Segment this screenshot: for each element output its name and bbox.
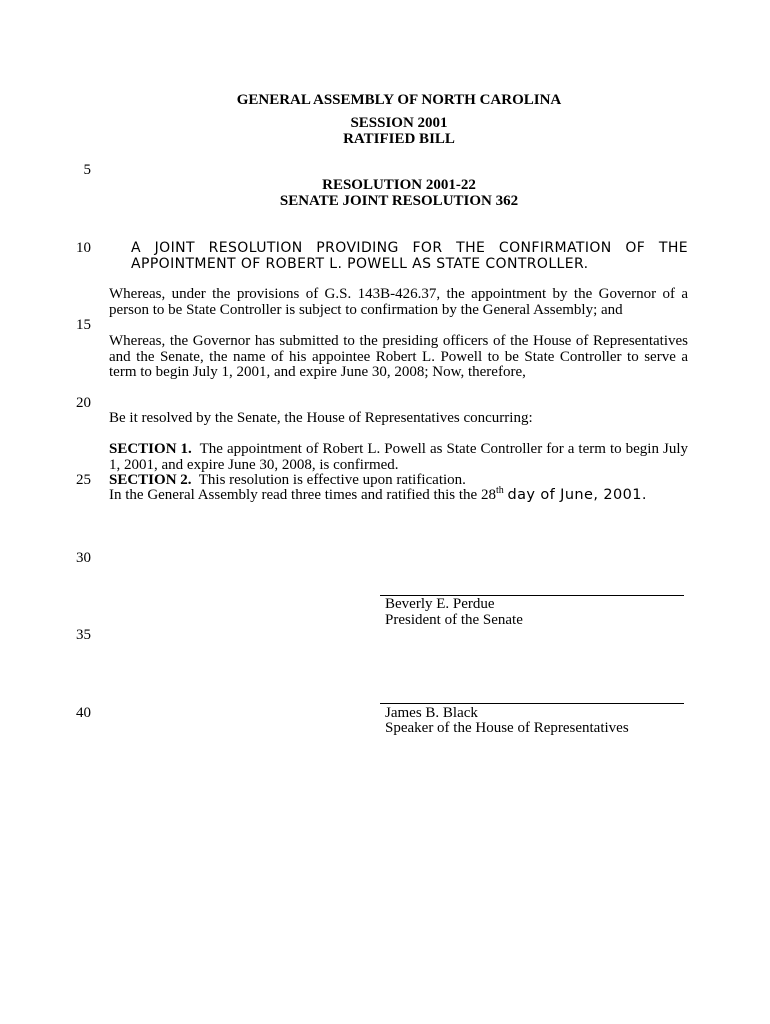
section-2-heading: SECTION 2. (109, 472, 192, 488)
line-number-25: 25 (76, 472, 91, 488)
line-number-40: 40 (76, 705, 91, 721)
section-1 (109, 442, 688, 473)
line-number-20: 20 (76, 395, 91, 411)
section-2-text: This resolution is effective upon ratification. (198, 472, 466, 488)
signature-line-speaker (380, 703, 684, 704)
line-number-15: 15 (76, 317, 91, 333)
ratification-statement (109, 485, 688, 504)
resolution-number: RESOLUTION 2001-22 (322, 177, 476, 193)
assembly-title: GENERAL ASSEMBLY OF NORTH CAROLINA (236, 92, 562, 108)
signer-name-speaker: James B. Black (385, 705, 478, 721)
section-1-text: The appointment of Robert L. Powell as State Controller for a term to begin July 1, 2001, and expire June 30, 2008, is confirmed. (109, 441, 689, 473)
joint-resolution-number: SENATE JOINT RESOLUTION 362 (279, 193, 519, 209)
ratification-prefix: In the General Assembly read three times and ratified this the 28 (109, 487, 496, 503)
session-label: SESSION 2001 (350, 115, 448, 131)
signer-title-speaker: Speaker of the House of Representatives (385, 720, 629, 736)
line-number-30: 30 (76, 550, 91, 566)
line-number-5: 5 (83, 162, 91, 178)
resolution-title: A JOINT RESOLUTION PROVIDING FOR THE CONFIRMATION OF THE APPOINTMENT OF ROBERT L. POWELL AS STATE CONTROLLER. (131, 240, 688, 272)
bill-status: RATIFIED BILL (343, 131, 455, 147)
whereas-clause-2: Whereas, the Governor has submitted to the presiding officers of the House of Representatives and the Senate, the name of his appointee Robert L. Powell to be State Controller to serve a term to begin July 1, 2001, and expire June 30, 2008; Now, therefore, (109, 333, 688, 380)
line-number-10: 10 (76, 240, 91, 256)
section-1-heading: SECTION 1. (109, 441, 192, 457)
signer-name-president: Beverly E. Perdue (385, 596, 495, 612)
ratification-ordinal: th (495, 485, 504, 496)
signer-title-president: President of the Senate (385, 612, 523, 628)
line-number-35: 35 (76, 627, 91, 643)
whereas-clause-1: Whereas, under the provisions of G.S. 143B-426.37, the appointment by the Governor of a person to be State Controller is subject to confirmation by the General Assembly; and (109, 286, 688, 318)
ratification-date: day of June, 2001. (507, 487, 647, 503)
resolved-clause: Be it resolved by the Senate, the House of Representatives concurring: (109, 410, 533, 426)
